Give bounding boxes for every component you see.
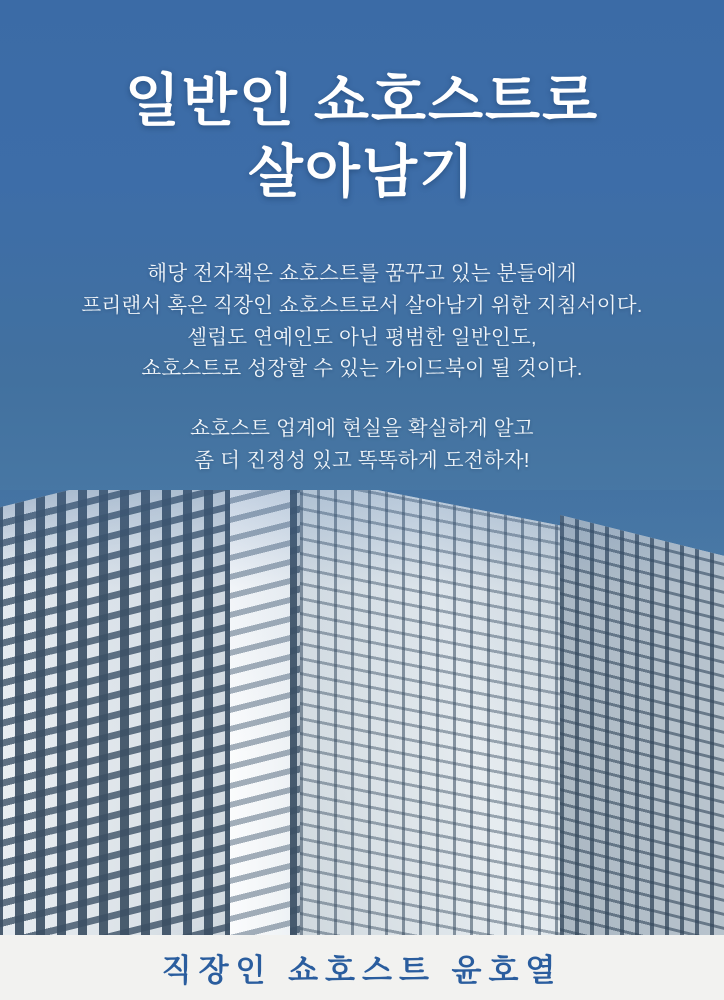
- description-line-5: 쇼호스트 업계에 현실을 확실하게 알고: [190, 417, 534, 441]
- description-line-6: 좀 더 진정성 있고 똑똑하게 도전하자!: [194, 448, 530, 472]
- title-line-2: 살아남기: [247, 140, 477, 205]
- skyscraper-photo: [0, 490, 724, 935]
- description-line-4: 쇼호스트로 성장할 수 있는 가이드북이 될 것이다.: [141, 357, 583, 381]
- description-line-2: 프리랜서 혹은 직장인 쇼호스트로서 살아남기 위한 지침서이다.: [81, 293, 643, 317]
- cover-description: [0, 258, 724, 477]
- left-tower-edge: [230, 490, 290, 935]
- cover-title: [0, 66, 724, 209]
- description-spacer: [0, 385, 724, 413]
- description-line-1: 해당 전자책은 쇼호스트를 꿈꾸고 있는 분들에게: [147, 262, 577, 285]
- author-bar: [0, 935, 724, 1000]
- title-line-1: 일반인 쇼호스트로: [124, 69, 600, 133]
- description-line-3: 셀럽도 연예인도 아닌 평범한 일반인도,: [187, 325, 537, 349]
- right-tower-wing: [560, 515, 724, 935]
- author-name: 직장인 쇼호스트 윤호열: [161, 953, 563, 988]
